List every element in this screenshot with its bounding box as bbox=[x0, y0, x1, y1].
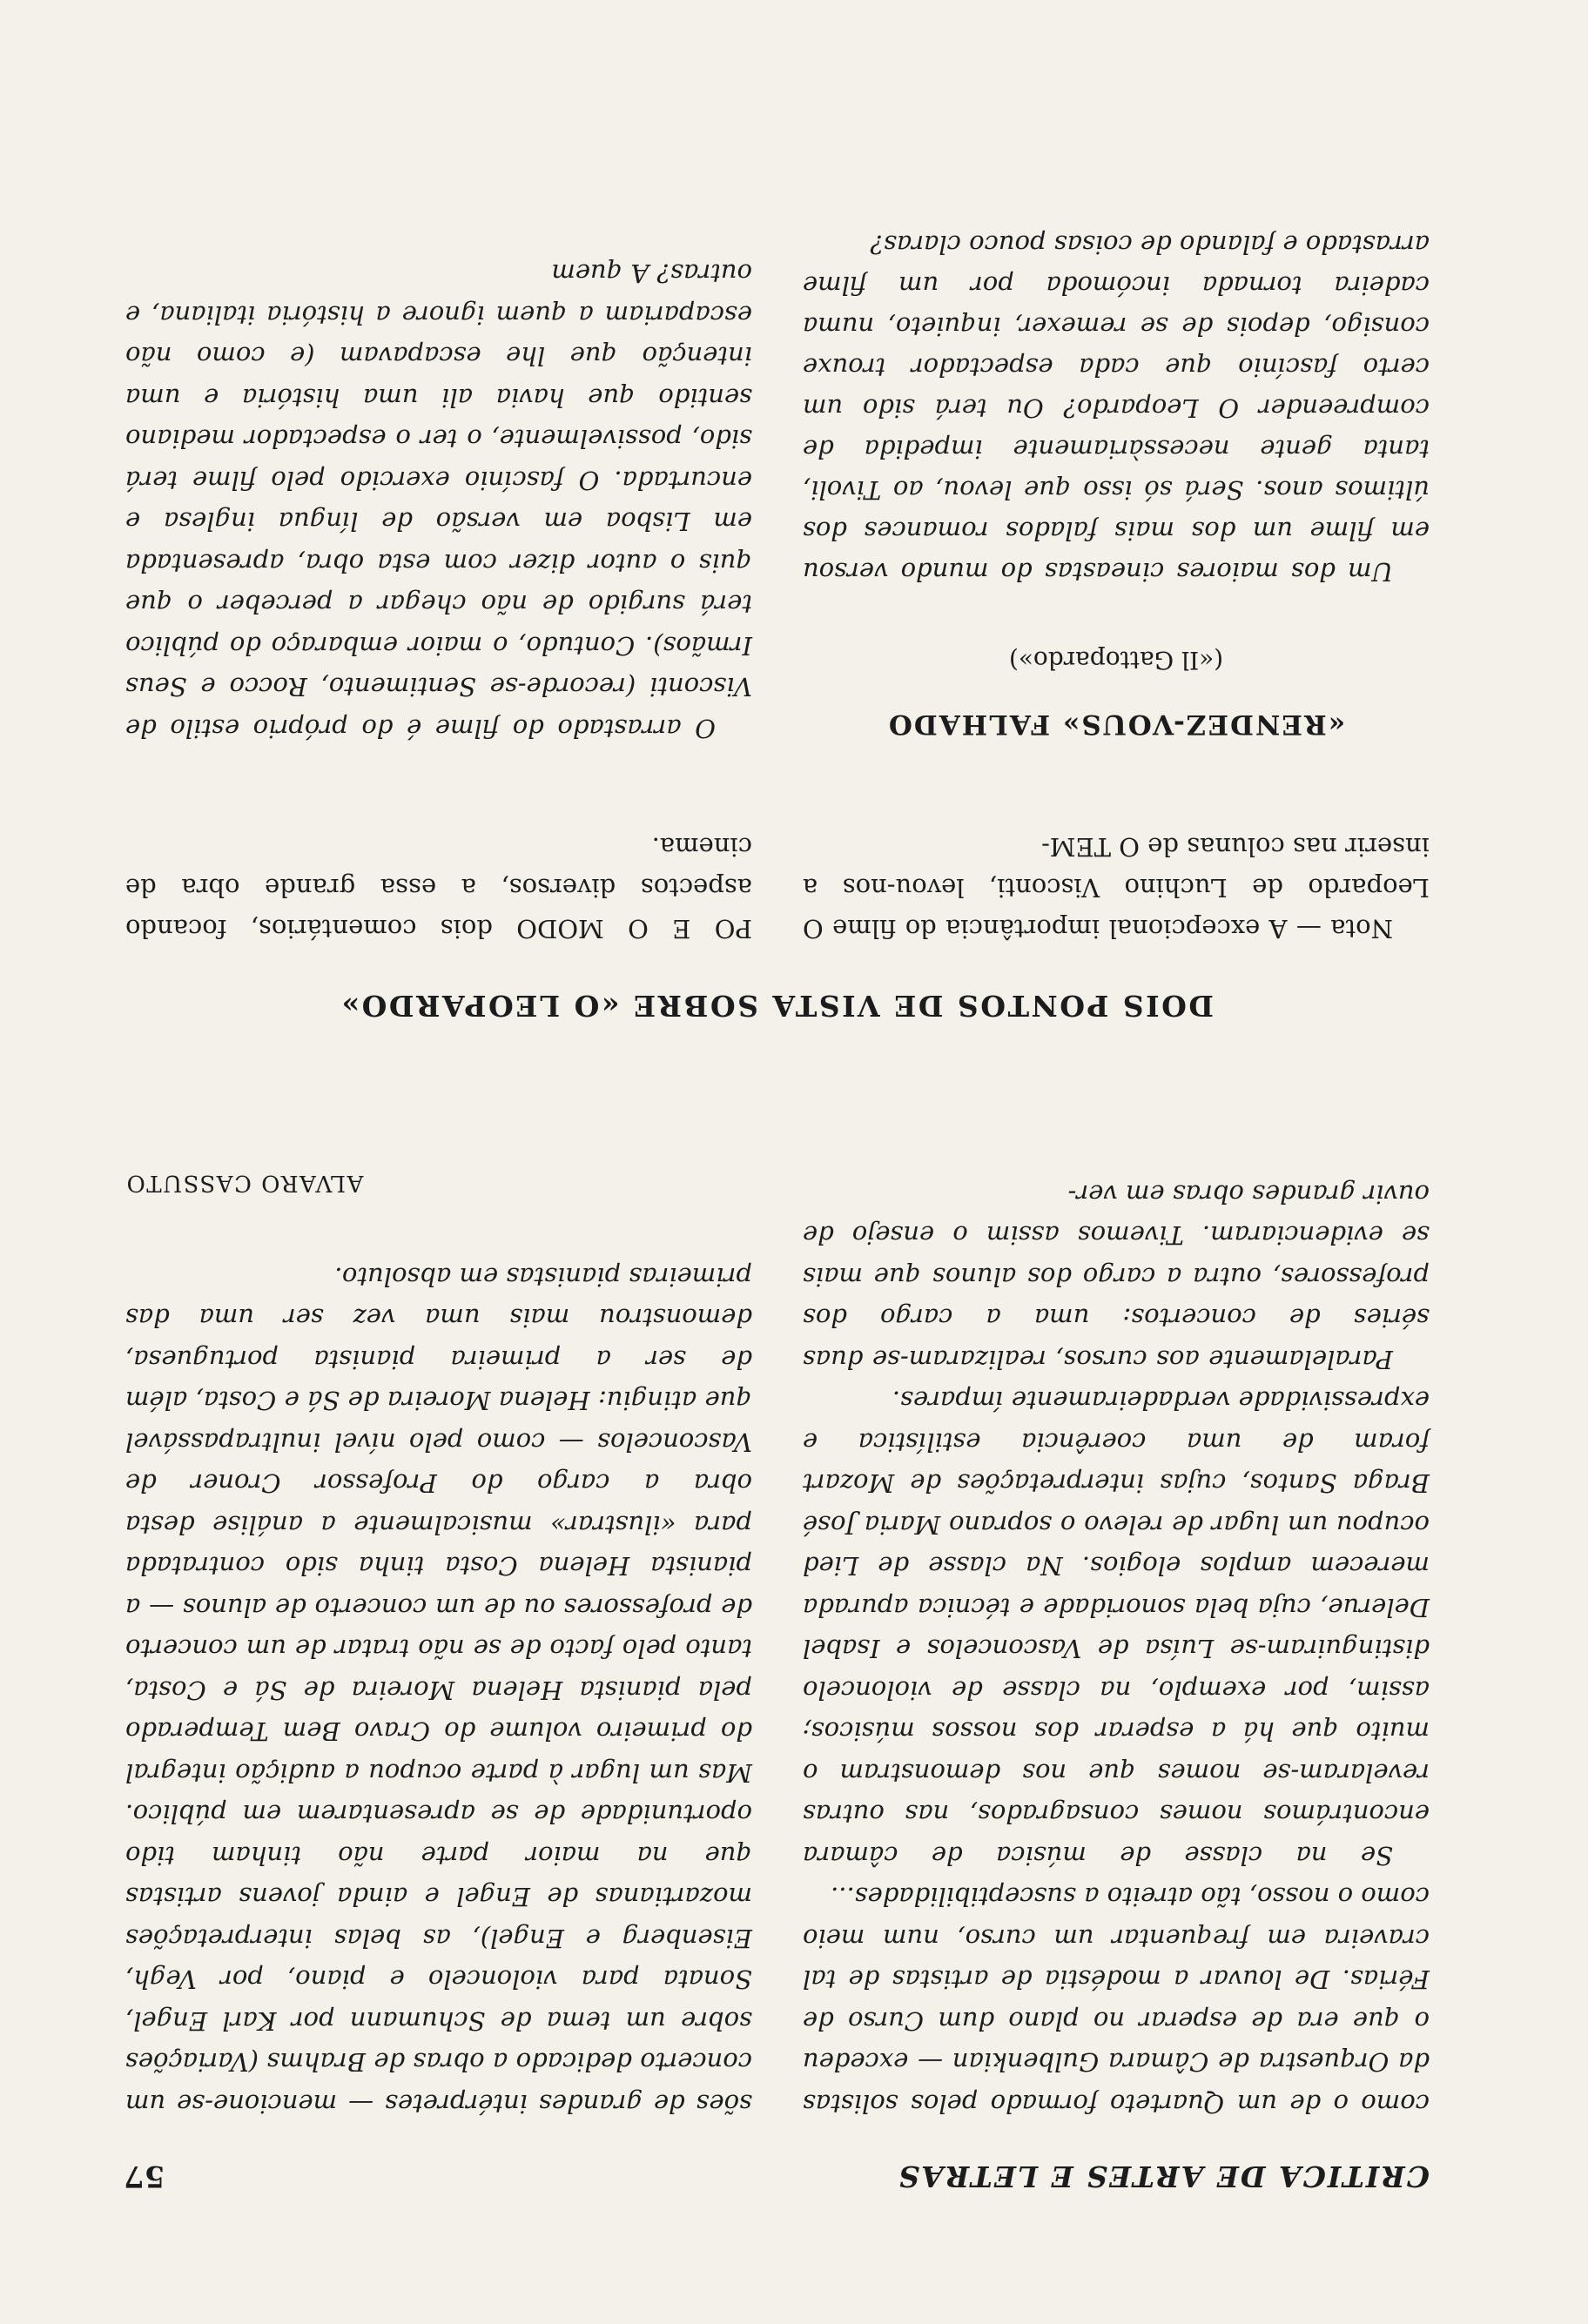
running-head: CRITICA DE ARTES E LETRAS bbox=[897, 2159, 1430, 2193]
paragraph: sões de grandes intérpretes — mencione-se um concerto dedicado a obras de Brahms (Variações sobre um tema de Schumann por Karl Engel, Sonata para violoncelo e piano, por Vegh, Eisenberg e Engel), as belas interpretações mozartianas de Engel e ainda jovens artistas que na maior parte não tinham tido oportunidade de se apresentarem em público. Mas um lugar à parte ocupou a audição integral do primeiro volume do Cravo Bem Temperado pela pianista Helena Moreira de Sá e Costa, tanto pelo facto de se não tratar de um concerto de professores ou de um concerto de alunos — a pianista Helena Costa tinha sido contratada para «ilustrar» musicalmente a análise desta obra a cargo do Professor Croner de Vasconcelos — como pelo nível inultrapassável que atingiu: Helena Moreira de Sá e Costa, além de ser a primeira pianista portuguesa, demonstrou mais uma vez ser uma das primeiras pianistas em absoluto. bbox=[125, 1262, 752, 2119]
paragraph: O arrastado do filme é do próprio estilo de Visconti (recorde-se Sentimento, Rocco e Seus Irmãos). Contudo, o maior embaraço do público terá surgido de não chegar a perceber o que quis o autor dizer com esta obra, apresentada em Lisboa em versão de língua inglesa e encurtada. O fascínio exercido pelo filme terá sido, possivelmente, o ter o espectador mediano sentido que havia ali uma história e uma intenção que lhe escapavam (e como não escapariam a quem ignore a história italiana, e outras? A quem bbox=[125, 259, 752, 743]
section-title: «RENDEZ-VOUS» FALHADO bbox=[886, 709, 1346, 740]
paragraph: Paralelamente aos cursos, realizaram-se duas séries de concertos: uma a cargo dos professores, outra a cargo dos alunos que mais se evidenciaram. Tivemos assim o ensejo de ouvir grandes obras em ver- bbox=[803, 1179, 1430, 1374]
paragraph: Um dos maiores cineastas do mundo versou em filme um dos mais falados romances dos últimos anos. Será só isso que levou, ao Tivoli, tanta gente necessàriamente impedida de compreender O Leopardo? Ou terá sido um certo fascínio que cada espectador trouxe consigo, depois de se remexer, inquieto, numa cadeira tornada incómoda por um filme arrastado e falando de coisas pouco claras? bbox=[803, 230, 1430, 587]
page-header bbox=[124, 2141, 1430, 2193]
article-title: DOIS PONTOS DE VISTA SOBRE «O LEOPARDO» bbox=[340, 989, 1214, 1023]
editor-note-left bbox=[803, 826, 1430, 949]
paragraph: como o de um Quarteto formado pelos solistas da Orquestra de Câmara Gulbenkian — excedeu o que era de esperar no plano dum Curso de Férias. De louvar a modéstia de artistas de tal craveira em frequentar um curso, num meio como o nosso, tão atreito a susceptibilidades... bbox=[803, 1882, 1430, 2119]
note-text: PO E O MODO dois comentários, focando aspectos diversos, a essa grande obra de cinema. bbox=[125, 832, 752, 944]
column-bottom-left bbox=[803, 224, 1430, 592]
column-bottom-right bbox=[125, 252, 752, 749]
column-top-right bbox=[125, 1162, 752, 2124]
note-text: Nota — A excepcional importância do filme O Leopardo de Luchino Visconti, levou-nos a inserir nas colunas de O TEM- bbox=[803, 832, 1430, 944]
author-signature: ALVARO CASSUTO bbox=[125, 1170, 364, 1197]
paragraph: Se na classe de música de câmara encontrámos nomes consagrados, nas outras revelaram-se nomes que nos demonstram o muito que há a esperar dos nossos músicos; assim, por exemplo, na classe de violoncelo distinguiram-se Luísa de Vasconcelos e Isabel Delerue, cuja bela sonoridade e técnica apurada merecem amplos elogios. Na classe de Lied ocupou um lugar de relevo o soprano Maria José Braga Santos, cujas interpretações de Mozart foram de uma coerência estilística e expressividade verdadeiramente ímpares. bbox=[803, 1386, 1430, 1871]
page-number: 57 bbox=[124, 2159, 165, 2193]
editor-note-right bbox=[125, 826, 752, 949]
section-subtitle: («Il Gattopardo») bbox=[1008, 646, 1224, 675]
column-top-left bbox=[803, 1173, 1430, 2125]
